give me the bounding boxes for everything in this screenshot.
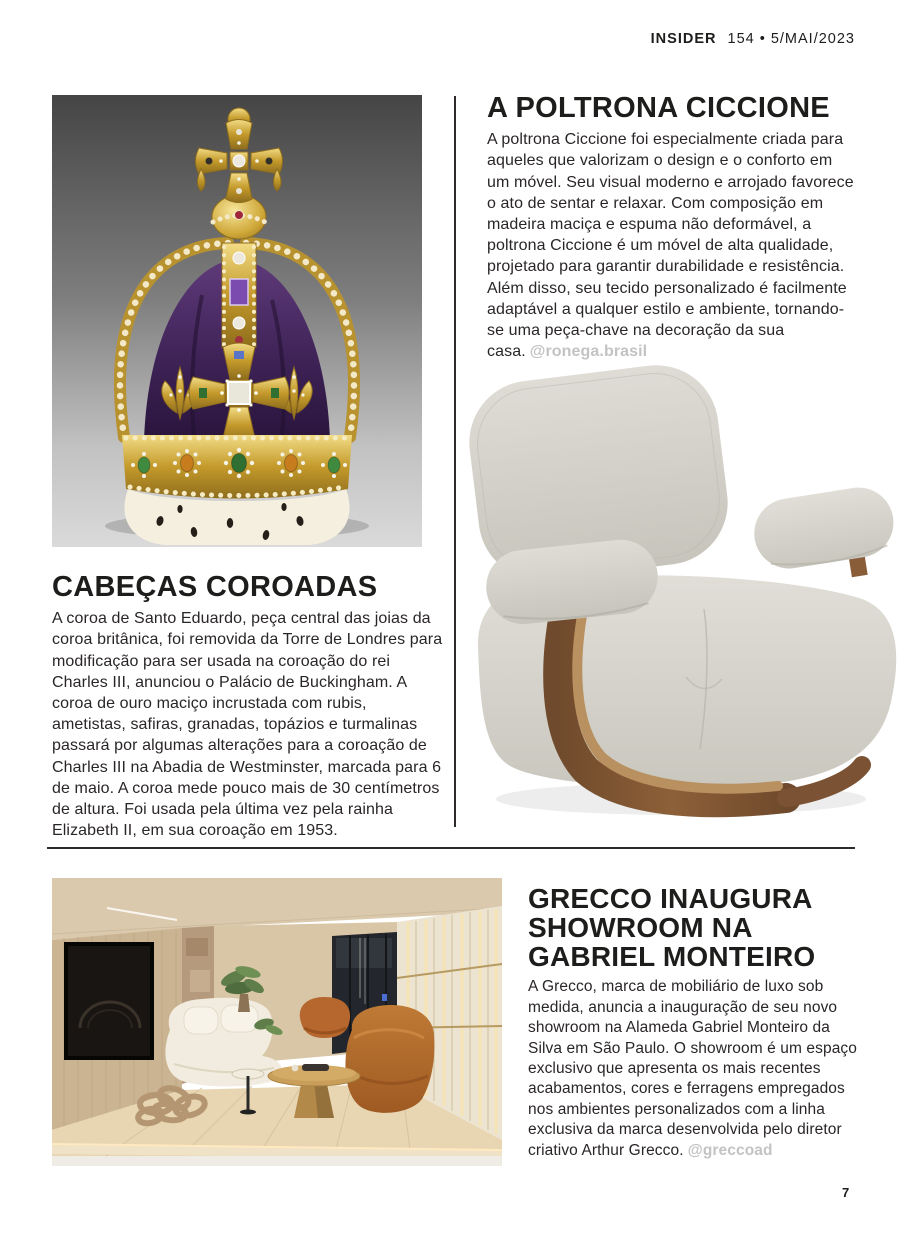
column-rule [454, 96, 456, 827]
article-grecco-title: GRECCO INAUGURA SHOWROOM NA GABRIEL MONTEIRO [528, 883, 816, 973]
article-poltrona-body [487, 129, 859, 362]
showroom-photo [52, 878, 502, 1166]
page-number: 7 [842, 1185, 850, 1200]
article-cabecas-title: CABEÇAS COROADAS [52, 571, 378, 603]
showroom-illustration [52, 878, 502, 1166]
instagram-handle-grecco: @greccoad [687, 1141, 773, 1159]
article-grecco-text: A Grecco, marca de mobiliário de luxo sob medida, anuncia a inauguração de seu novo showroom na Alameda Gabriel Monteiro da Silva em São Paulo. O showroom é um espaço exclusivo que apresenta os mais recentes acabamentos, cores e ferragens empregados nos ambientes personalizados com a linha exclusiva da marca desenvolvida pelo diretor criativo Arthur Grecco. [528, 978, 857, 1159]
center-column [222, 243, 256, 347]
instagram-handle-ronega: @ronega.brasil [529, 343, 648, 361]
article-grecco-body [528, 977, 858, 1161]
page-header [651, 31, 855, 47]
article-cabecas-body: A coroa de Santo Eduardo, peça central das joias da coroa britânica, foi removida da Torre de Londres para modificação para ser usada na coroação do rei Charles III, anunciou o Palácio de Buckingham. A coroa de ouro maciço incrustada com rubis, ametistas, safiras, granadas, topázios e turmalinas passará por algumas alterações para a coroação de Charles III na Abadia de Westminster, marcada para 6 de maio. A coroa mede pouco mais de 30 centímetros de altura. Foi usada pela última vez pela rainha Elizabeth II, em sua coroação em 1953. [52, 610, 443, 840]
crown-illustration [52, 95, 422, 547]
chair-armrest-right [749, 482, 901, 591]
article-poltrona-text: A poltrona Ciccione foi especialmente criada para aqueles que valorizam o design e o conforto em um móvel. Seu visual moderno e arrojado favorece o ato de sentar e relaxar. Com composição em madeira maciça e espuma não deformável, a poltrona Ciccione é um móvel de alta qualidade, projetado para garantir durabilidade e resistência. Além disso, seu tecido personalizado é facilmente adaptável a qualquer estilo e ambiente, tornando-se uma peça-chave na decoração da sua casa. [487, 131, 854, 361]
crown-photo [52, 95, 422, 547]
white-sofa [165, 998, 282, 1087]
rust-armchair-near [345, 1005, 434, 1113]
armchair-photo [456, 347, 906, 830]
article-cabecas [52, 572, 444, 841]
section-divider [47, 847, 855, 849]
armchair-illustration [456, 347, 906, 830]
issue-and-date: 154 • 5/MAI/2023 [727, 31, 855, 47]
magazine-brand: INSIDER [650, 31, 717, 47]
article-poltrona-title: A POLTRONA CICCIONE [487, 92, 830, 124]
article-grecco [528, 884, 858, 1161]
article-poltrona [487, 93, 859, 362]
jeweled-band [122, 435, 352, 499]
